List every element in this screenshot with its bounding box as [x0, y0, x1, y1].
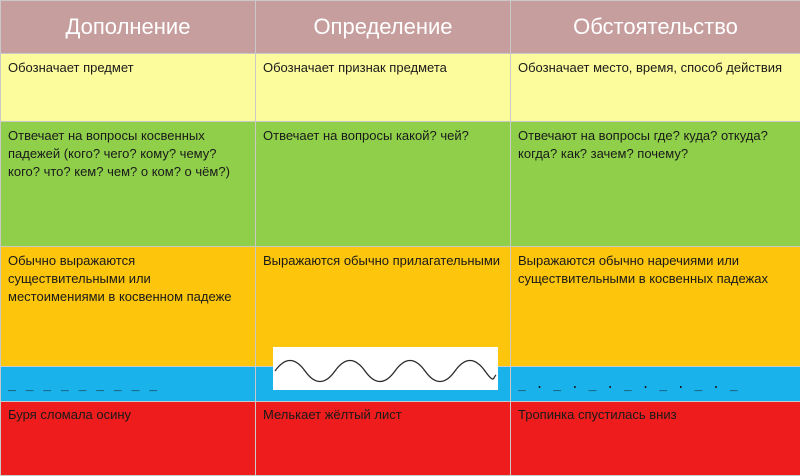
table-cell: Обозначает признак предмета: [256, 54, 511, 122]
table-row-questions: [1, 122, 800, 247]
header-attribute: Определение: [256, 1, 511, 54]
header-adverbial: Обстоятельство: [511, 1, 800, 54]
table-cell: Мелькает жёлтый лист: [256, 402, 511, 476]
header-row: [1, 1, 800, 54]
table-cell: Выражаются обычно прилагательными: [256, 247, 511, 367]
table-cell: Обозначает место, время, способ действия: [511, 54, 800, 122]
table-cell: Выражаются обычно наречиями или существительными в косвенных падежах: [511, 247, 800, 367]
table-cell: Тропинка спустилась вниз: [511, 402, 800, 476]
table-cell: Обычно выражаются существительными или местоимениями в косвенном падеже: [1, 247, 256, 367]
table-row-examples: [1, 402, 800, 476]
adverbial-underline-dashdot: [511, 367, 800, 402]
wavy-line-icon: [273, 347, 498, 390]
object-underline-dashed: [1, 367, 256, 402]
header-object: Дополнение: [1, 1, 256, 54]
table-cell: Буря сломала осину: [1, 402, 256, 476]
dash-dot-line: _ . _ . _ . _ . _ . _ . _: [518, 377, 739, 392]
table-cell: Отвечает на вопросы косвенных падежей (кого? чего? кому? чему? кого? что? кем? чем? о ком? о чём?): [1, 122, 256, 247]
table-cell: Обозначает предмет: [1, 54, 256, 122]
table-row-meaning: [1, 54, 800, 122]
table-cell: Отвечают на вопросы где? куда? откуда? когда? как? зачем? почему?: [511, 122, 800, 247]
dashed-line: _ _ _ _ _ _ _ _ _: [8, 377, 158, 392]
table-cell: Отвечает на вопросы какой? чей?: [256, 122, 511, 247]
